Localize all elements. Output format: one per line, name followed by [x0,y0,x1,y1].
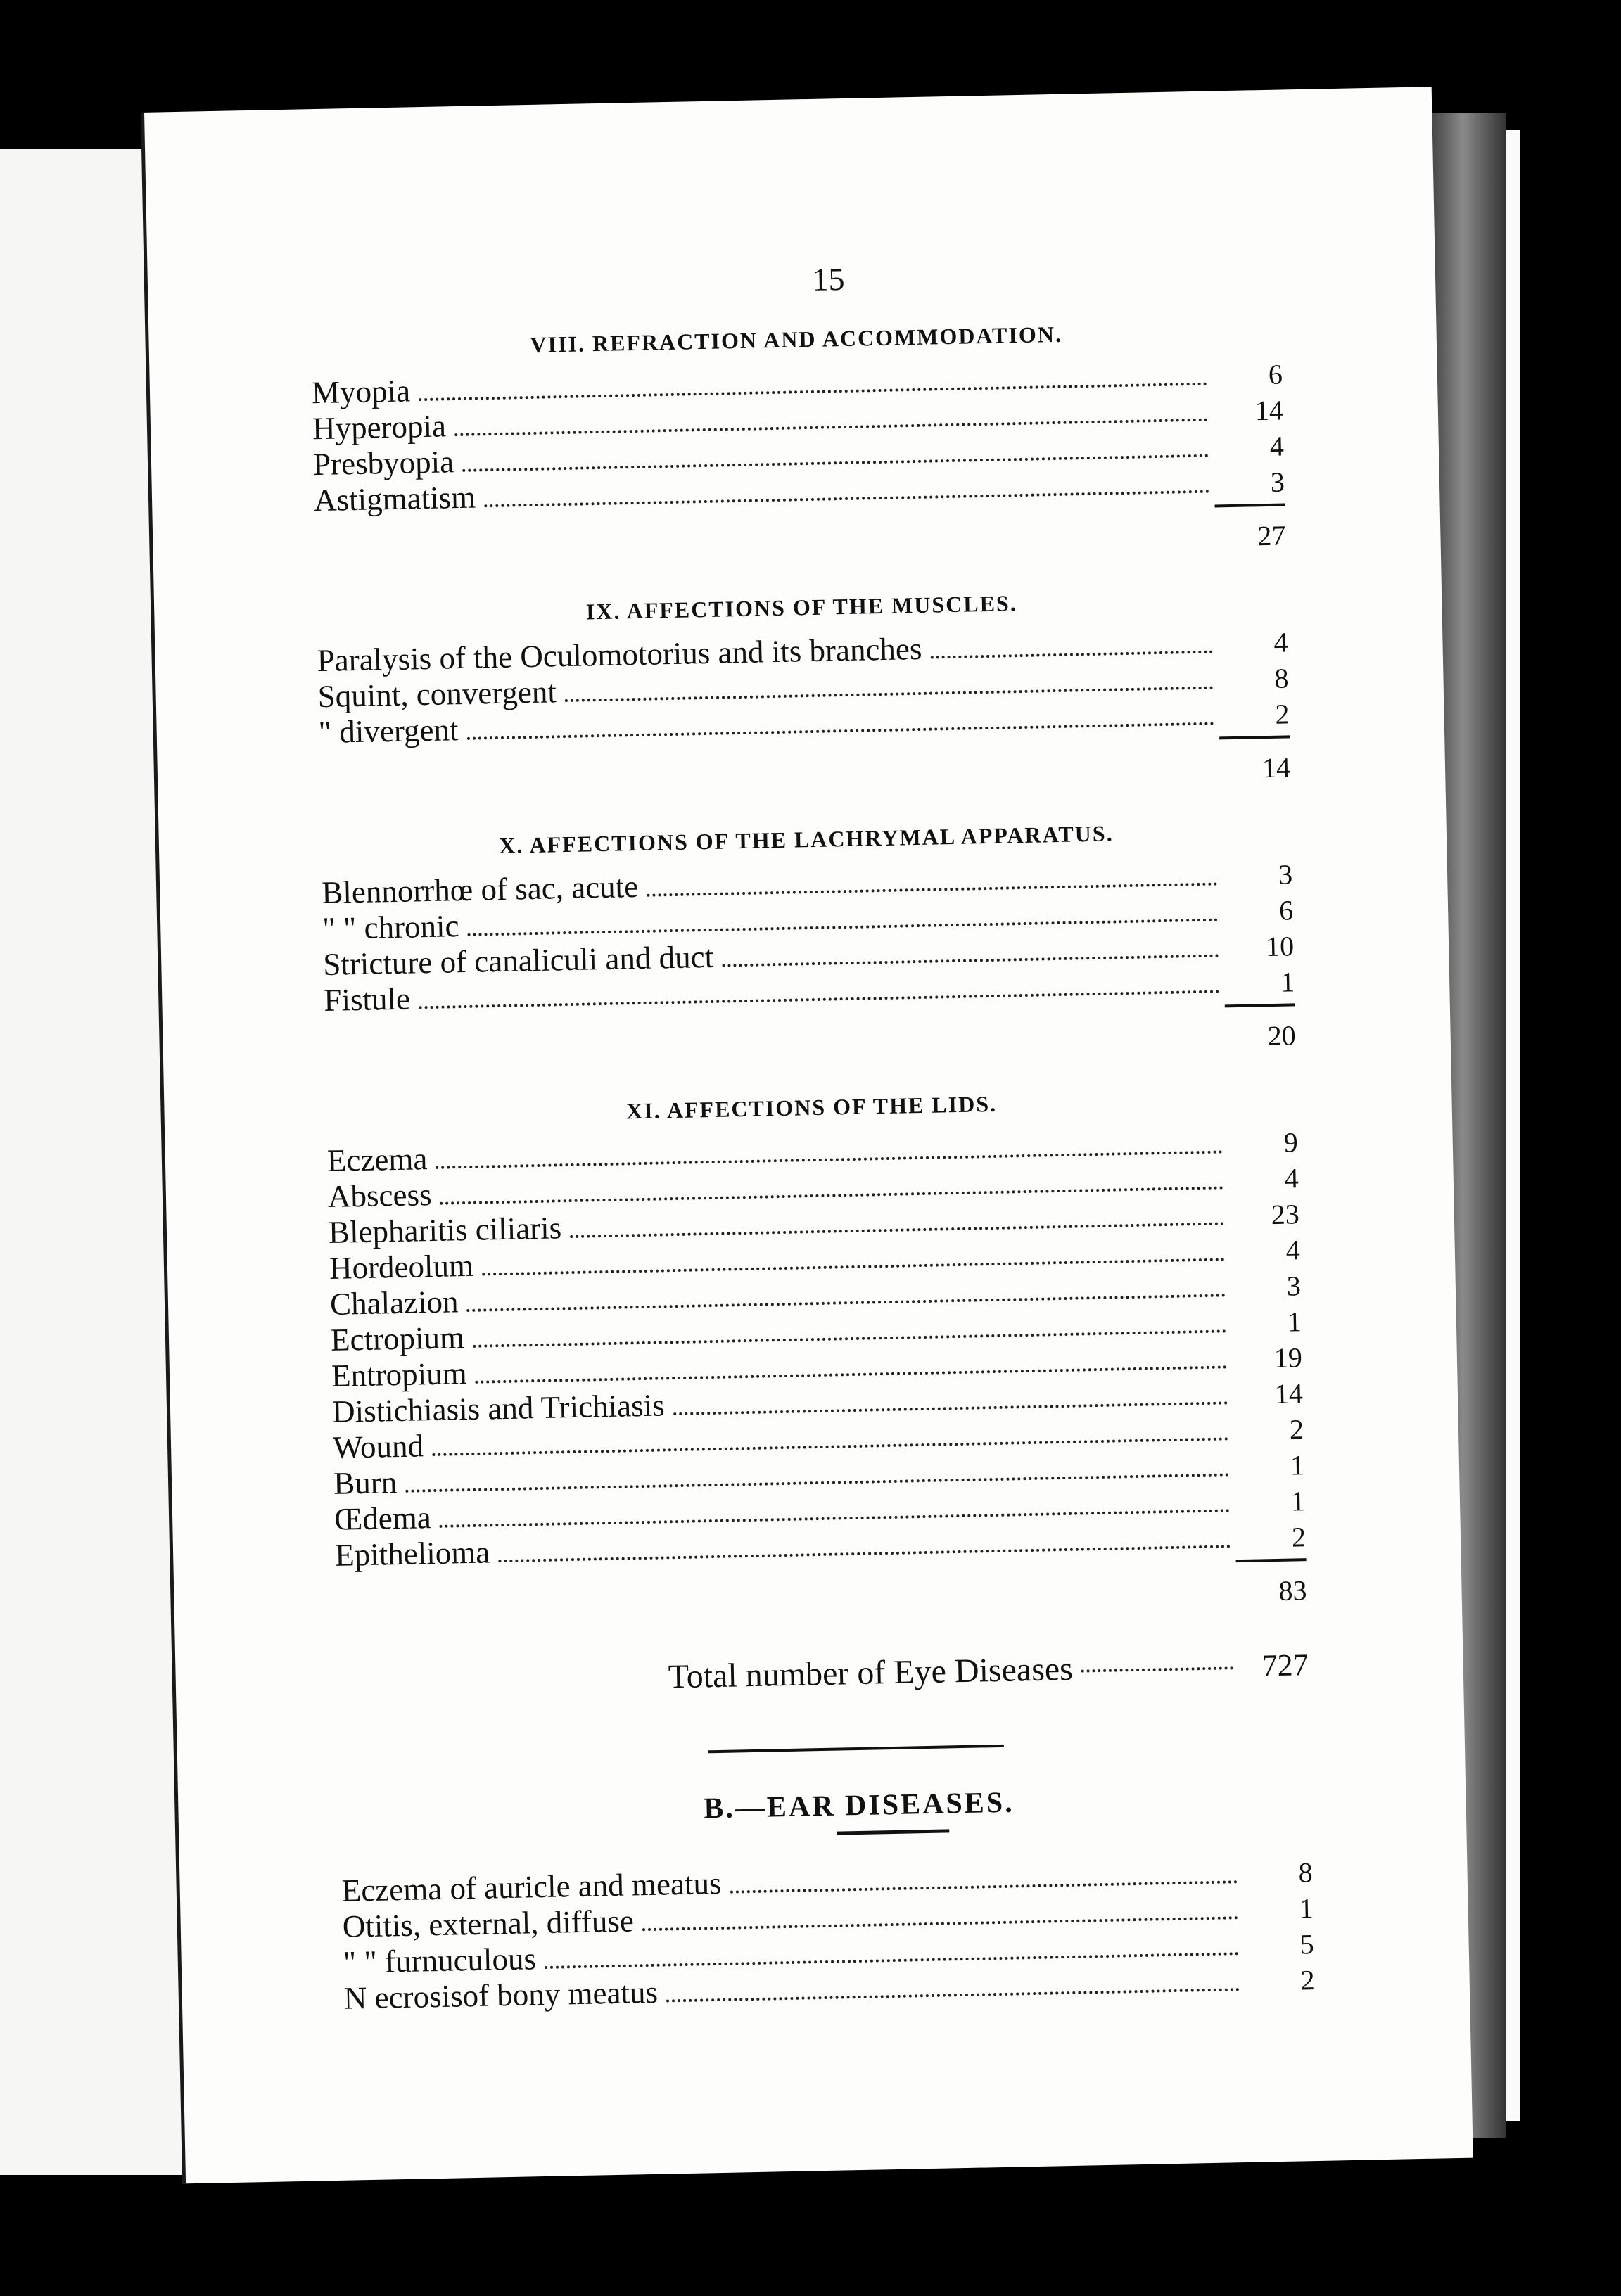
entry-count: 3 [1270,466,1285,498]
section-separator [708,1745,1004,1753]
entry-count: 8 [1274,662,1289,694]
part-heading-underline [837,1829,949,1835]
entry-label: Astigmatism [313,479,476,518]
section [326,1085,1307,1631]
entry-label: Ectropium [330,1320,465,1358]
entry-label: Chalazion [329,1284,459,1322]
entry-label: Hordeolum [329,1247,474,1286]
entry-count: 6 [1268,358,1283,390]
leader-dots [673,1401,1228,1415]
entry-count: 8 [1298,1856,1313,1889]
section-heading: VIII. REFRACTION AND ACCOMMODATION. [530,321,1063,357]
entry-count: 1 [1290,1449,1305,1481]
entry-label: Eczema of auricle and meatus [341,1865,722,1908]
entry-label: Wound [332,1428,424,1465]
entry-label: Presbyopia [312,444,454,483]
entry-label: Hyperopia [312,408,447,447]
entry-label: Abscess [327,1177,432,1214]
entry-count: 5 [1299,1928,1315,1960]
entry-count: 1 [1290,1485,1306,1517]
section [321,817,1297,1076]
entry-count: 1 [1280,966,1295,998]
grand-total-row [668,1640,1309,1702]
grand-total-label: Total number of Eye Diseases [668,1650,1074,1696]
entry-label: Œdema [333,1500,432,1537]
part-heading: B.—EAR DISEASES. [703,1786,1015,1825]
entry-count: 1 [1299,1892,1314,1925]
page-number: 15 [811,260,845,298]
entry-label: Fistule [323,981,411,1019]
entry-count: 4 [1284,1162,1299,1194]
leader-dots [931,650,1213,658]
section-heading: IX. AFFECTIONS OF THE MUSCLES. [585,590,1018,625]
entry-label: " divergent [318,712,459,751]
entry-count: 14 [1254,394,1284,427]
entry-label: Stricture of canaliculi and duct [322,938,714,983]
entry-count: 9 [1283,1126,1299,1159]
entry-count: 3 [1278,858,1293,891]
section-heading: X. AFFECTIONS OF THE LACHRYMAL APPARATUS. [498,820,1114,858]
leader-dots [730,1880,1238,1893]
entry-count: 2 [1289,1413,1304,1446]
entry-count: 4 [1285,1234,1301,1266]
entry-count: 14 [1274,1377,1304,1410]
section-heading: XI. AFFECTIONS OF THE LIDS. [625,1090,998,1124]
ear-diseases-list [341,1854,1315,2017]
entry-count: 4 [1273,626,1288,658]
entry-label: Myopia [311,373,411,411]
leader-dots [1081,1666,1233,1672]
entry-count: 2 [1275,698,1290,730]
entry-label: N ecrosisof bony meatus [343,1974,659,2016]
subtotal-value: 83 [1278,1574,1307,1607]
sections-container [310,317,1307,1631]
entry-count: 23 [1271,1198,1300,1231]
leader-dots [666,1988,1240,2002]
entry-label: Distichiasis and Trichiasis [331,1387,666,1429]
entry-count: 10 [1265,930,1295,963]
entry-count: 2 [1291,1521,1307,1553]
section [316,585,1291,808]
grand-total-value: 727 [1261,1647,1309,1683]
entry-label: " " furnuculous [343,1941,537,1980]
entry-count: 19 [1273,1341,1303,1375]
leader-dots [722,954,1219,967]
entry-label: Epithelioma [334,1534,490,1573]
entry-label: Blepharitis ciliaris [328,1210,562,1250]
entry-count: 6 [1278,894,1294,926]
entry-label: Blennorrhœ of sac, acute [321,869,639,911]
subtotal-value: 14 [1261,751,1291,784]
entry-label: " " chronic [322,908,459,947]
subtotal-value: 20 [1267,1019,1297,1052]
entry-count: 3 [1286,1270,1302,1302]
entry-label: Otitis, external, diffuse [342,1903,635,1944]
entry-label: Entropium [331,1356,468,1393]
subtotal-value: 27 [1257,519,1286,552]
entry-label: Squint, convergent [317,674,557,715]
entry-count: 4 [1269,430,1285,462]
section [310,317,1286,577]
entry-count: 1 [1287,1306,1302,1338]
entry-label: Burn [333,1465,398,1501]
entry-label: Paralysis of the Oculomotorius and its branches [317,630,922,679]
entry-label: Eczema [326,1141,428,1178]
page-content [310,252,1316,2017]
document-page [141,87,1473,2183]
entry-count: 2 [1300,1964,1316,1996]
